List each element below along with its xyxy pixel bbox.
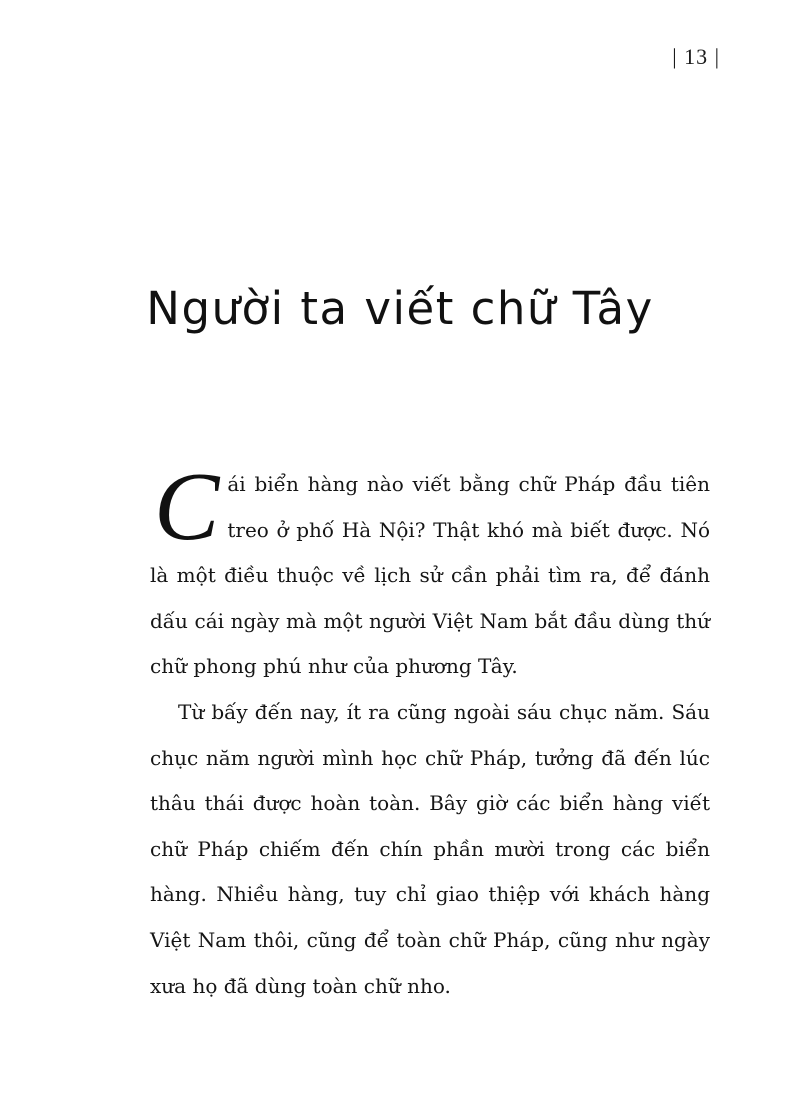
page-number: | 13 | — [672, 44, 720, 69]
chapter-title: Người ta viết chữ Tây — [146, 282, 654, 335]
paragraph-1-text: ái biển hàng nào viết bằng chữ Pháp đầu tiên treo ở phố Hà Nội? Thật khó mà biết được. Nó là một điều thuộc về lịch sử cần phải tìm ra, để đánh dấu cái ngày mà một người Việt Nam bắt đầu dùng thứ chữ phong phú như của phương Tây. — [150, 472, 710, 679]
body-text — [150, 453, 710, 1009]
paragraph-1 — [150, 453, 710, 690]
paragraph-2: Từ bấy đến nay, ít ra cũng ngoài sáu chục năm. Sáu chục năm người mình học chữ Pháp, tưởng đã đến lúc thâu thái được hoàn toàn. Bây giờ các biển hàng viết chữ Pháp chiếm đến chín phần mười trong các biển hàng. Nhiều hàng, tuy chỉ giao thiệp với khách hàng Việt Nam thôi, cũng để toàn chữ Pháp, cũng như ngày xưa họ đã dùng toàn chữ nho. — [150, 699, 710, 998]
drop-cap: C — [154, 453, 220, 561]
